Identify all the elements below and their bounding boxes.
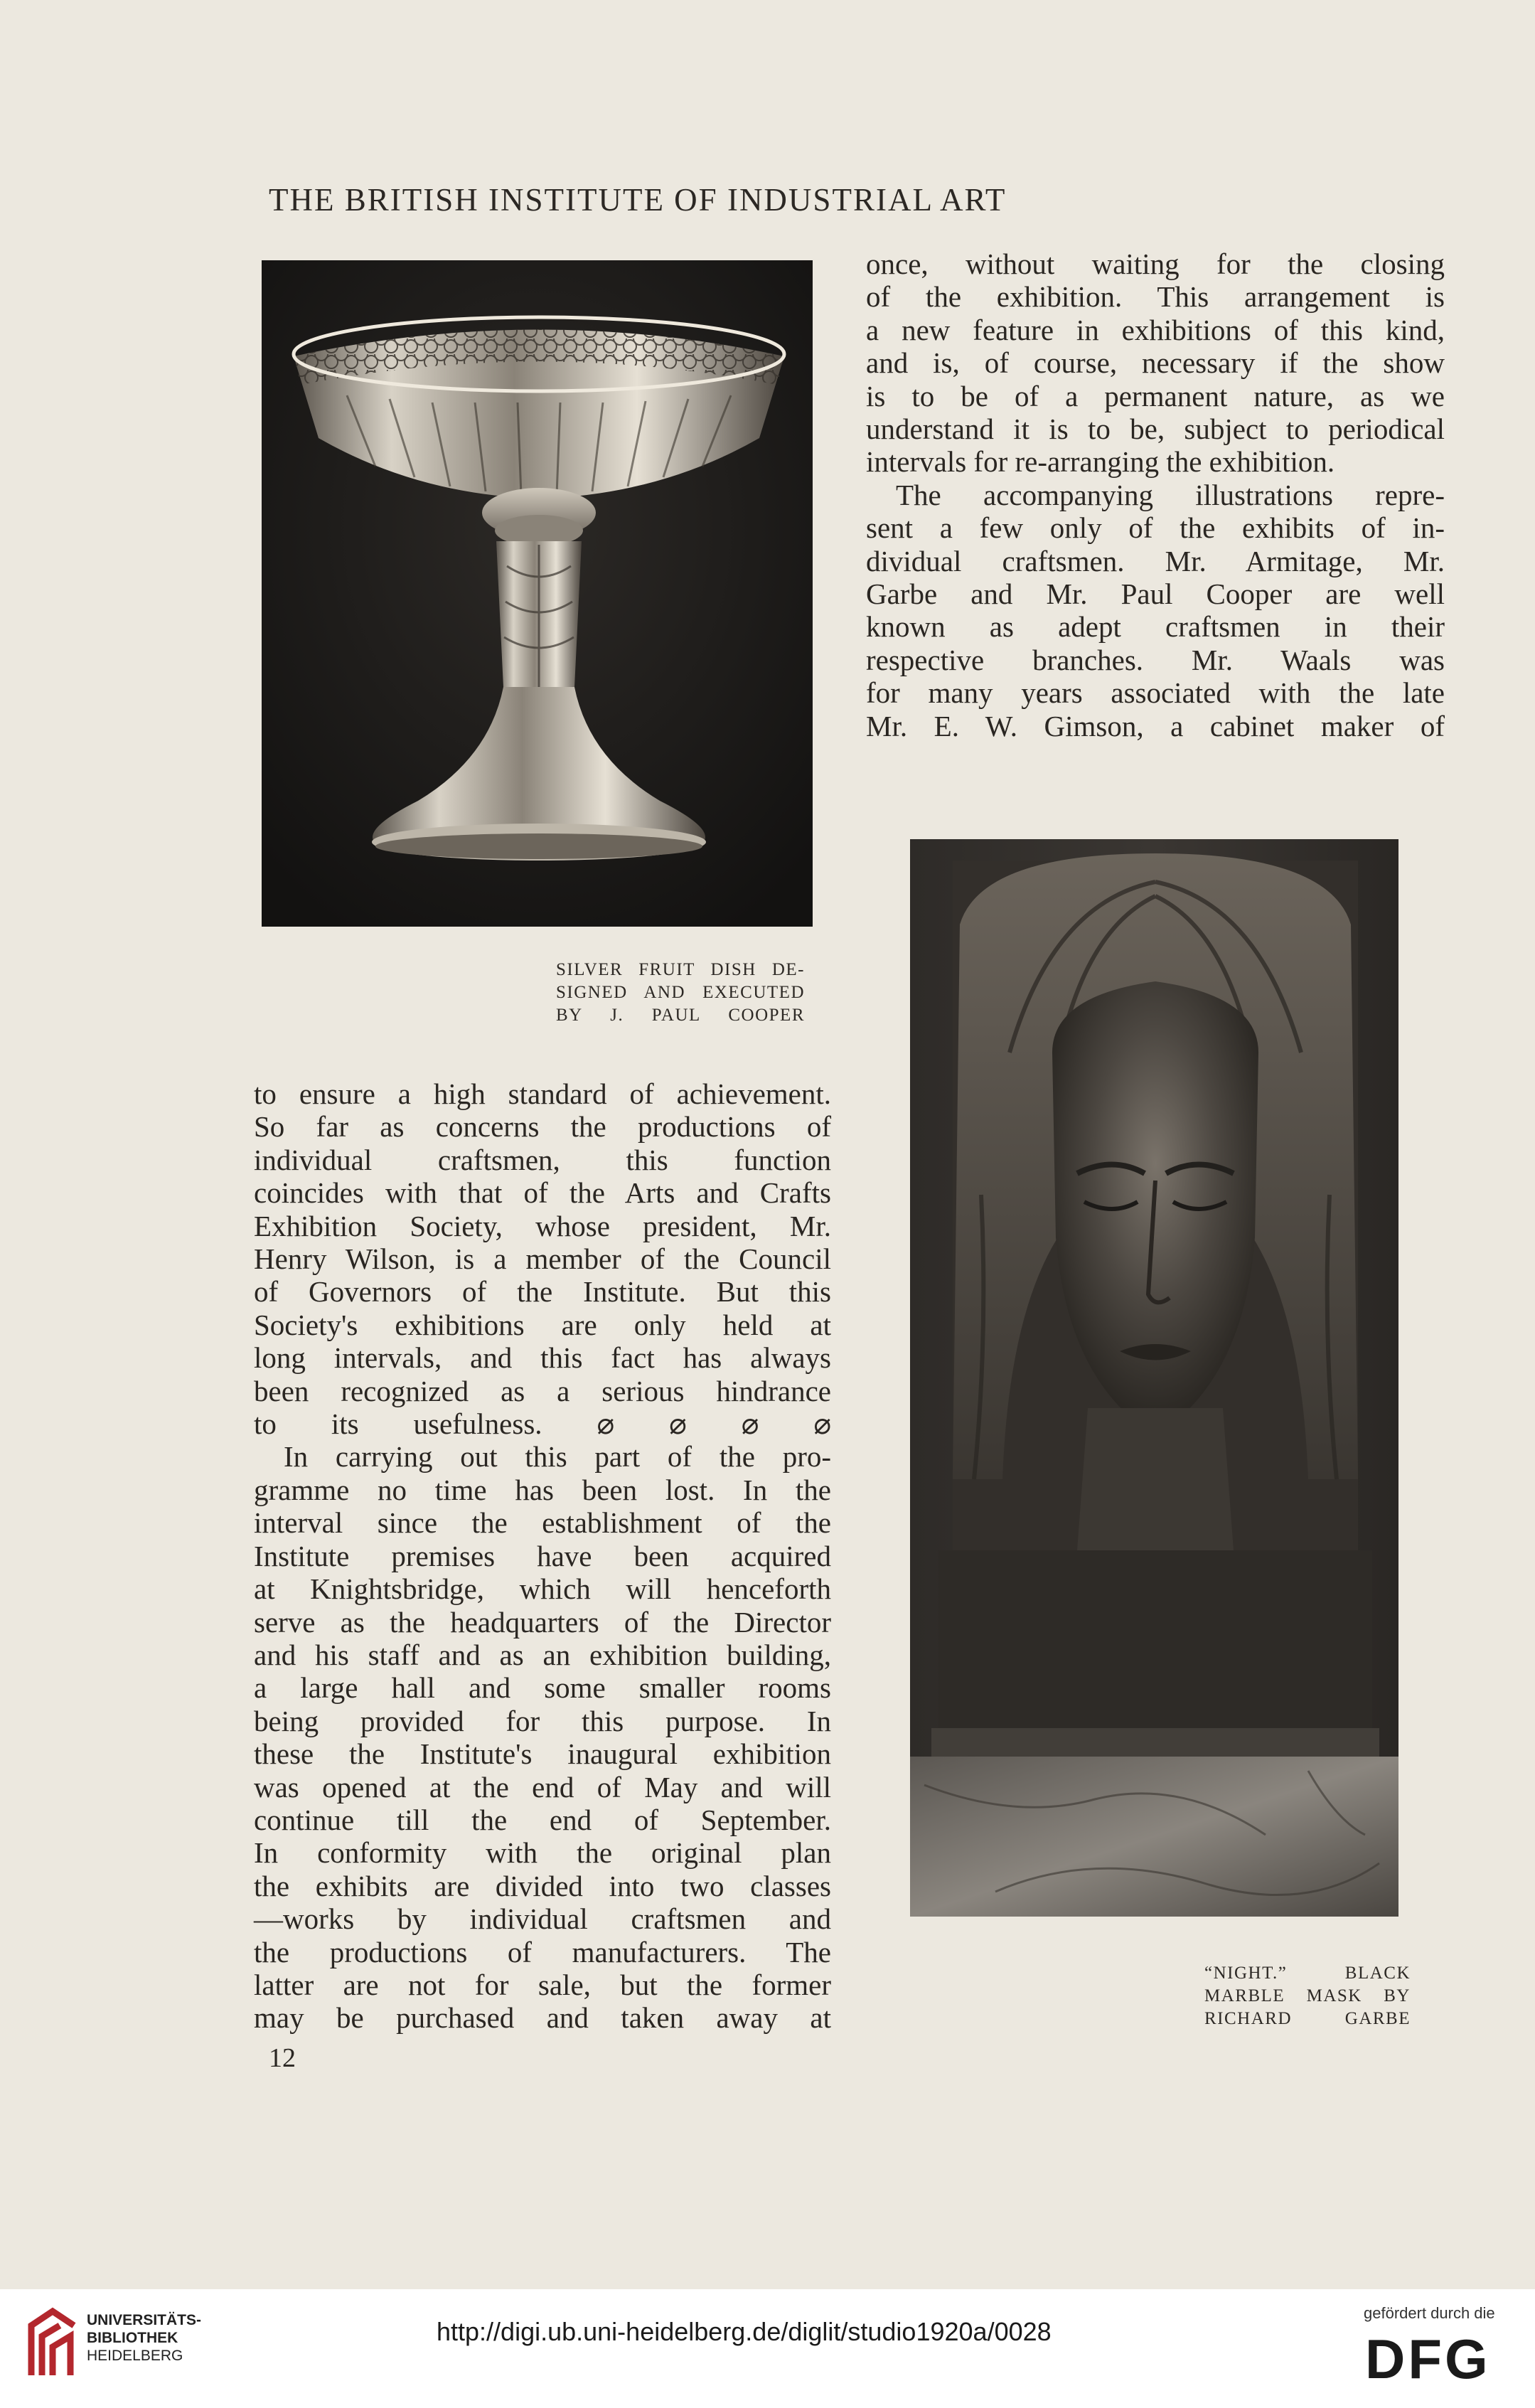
- text-line: respective branches. Mr. Waals was: [866, 643, 1445, 676]
- text-line: Mr. E. W. Gimson, a cabinet maker of: [866, 709, 1445, 742]
- text-line: at Knightsbridge, which will henceforth: [254, 1572, 831, 1606]
- text-line: is to be of a permanent nature, as we: [866, 379, 1445, 412]
- paragraph: [254, 1440, 831, 2034]
- text-line: for many years associated with the late: [866, 676, 1445, 710]
- text-line: a new feature in exhibitions of this kind,: [866, 313, 1445, 346]
- text-line: been recognized as a serious hindrance: [254, 1374, 831, 1407]
- library-line: UNIVERSITÄTS-: [87, 2312, 202, 2328]
- text-line: individual craftsmen, this function: [254, 1143, 831, 1176]
- text-line: In carrying out this part of the pro-: [284, 1440, 831, 1474]
- text-line: the exhibits are divided into two classes: [254, 1869, 831, 1902]
- paragraph: [254, 1077, 831, 1440]
- text-line: dividual craftsmen. Mr. Armitage, Mr.: [866, 544, 1445, 577]
- text-line: known as adept craftsmen in their: [866, 610, 1445, 644]
- text-line: gramme no time has been lost. In the: [254, 1473, 831, 1506]
- text-line: latter are not for sale, but the former: [254, 1968, 831, 2001]
- dfg-logo[interactable]: DFG: [1365, 2328, 1491, 2390]
- caption-line: SILVER FRUIT DISH DE-: [556, 960, 805, 979]
- text-line: understand it is to be, subject to periodical: [866, 412, 1445, 446]
- text-line: serve as the headquarters of the Director: [254, 1605, 831, 1639]
- text-line: a large hall and some smaller rooms: [254, 1671, 831, 1705]
- text-line: and is, of course, necessary if the show: [866, 346, 1445, 380]
- text-line: —works by individual craftsmen and: [254, 1902, 831, 1936]
- text-line: Institute premises have been acquired: [254, 1539, 831, 1572]
- footer-bar: [0, 2289, 1535, 2408]
- library-name: [87, 2311, 201, 2365]
- paragraph: [866, 247, 1445, 479]
- dish-caption: [556, 959, 805, 1027]
- night-marble-mask-image: [910, 839, 1398, 1917]
- page-number: 12: [269, 2043, 296, 2073]
- paragraph: [866, 479, 1445, 742]
- running-title: THE BRITISH INSTITUTE OF INDUSTRIAL ART: [269, 182, 1007, 218]
- ub-heidelberg-logo-icon: [17, 2304, 81, 2381]
- text-line: sent a few only of the exhibits of in-: [866, 511, 1445, 545]
- text-line: may be purchased and taken away at: [254, 2001, 831, 2035]
- silver-fruit-dish-photo: [262, 260, 813, 927]
- text-line: to ensure a high standard of achievement.: [254, 1077, 831, 1110]
- text-line: Society's exhibitions are only held at: [254, 1308, 831, 1341]
- text-line: of the exhibition. This arrangement is: [866, 280, 1445, 314]
- caption-line: SIGNED AND EXECUTED: [556, 983, 805, 1002]
- text-line: being provided for this purpose. In: [254, 1704, 831, 1737]
- text-line: So far as concerns the productions of: [254, 1110, 831, 1144]
- caption-line: “NIGHT.” BLACK: [1204, 1964, 1411, 1983]
- mask-caption: [1204, 1962, 1411, 2030]
- text-line: to its usefulness. ⌀ ⌀ ⌀ ⌀: [254, 1407, 831, 1441]
- text-line: and his staff and as an exhibition building,: [254, 1638, 831, 1671]
- right-column-text: [866, 247, 1445, 742]
- text-line: interval since the establishment of the: [254, 1506, 831, 1540]
- text-line: long intervals, and this fact has always: [254, 1341, 831, 1375]
- text-line: once, without waiting for the closing: [866, 247, 1445, 280]
- text-line: of Governors of the Institute. But this: [254, 1275, 831, 1309]
- text-line: continue till the end of September.: [254, 1803, 831, 1836]
- text-line: intervals for re-arranging the exhibition.: [866, 445, 1335, 479]
- text-line: the productions of manufacturers. The: [254, 1935, 831, 1969]
- silver-fruit-dish-image: [262, 260, 813, 927]
- text-line: The accompanying illustrations repre-: [896, 478, 1445, 511]
- text-line: was opened at the end of May and will: [254, 1770, 831, 1804]
- left-column-text: [254, 1077, 831, 2035]
- text-line: Henry Wilson, is a member of the Council: [254, 1242, 831, 1276]
- ub-heidelberg-logo[interactable]: [17, 2304, 81, 2381]
- text-line: Garbe and Mr. Paul Cooper are well: [866, 577, 1445, 611]
- funding-text: gefördert durch die: [1364, 2304, 1495, 2322]
- text-line: Exhibition Society, whose president, Mr.: [254, 1209, 831, 1242]
- caption-line: MARBLE MASK BY: [1204, 1986, 1411, 2005]
- night-marble-mask-photo: [910, 839, 1398, 1917]
- text-line: In conformity with the original plan: [254, 1836, 831, 1870]
- library-line: BIBLIOTHEK: [87, 2330, 178, 2346]
- source-url-link[interactable]: http://digi.ub.uni-heidelberg.de/diglit/studio1920a/0028: [437, 2317, 1052, 2346]
- text-line: coincides with that of the Arts and Crafts: [254, 1176, 831, 1210]
- text-line: these the Institute's inaugural exhibition: [254, 1737, 831, 1771]
- caption-line: RICHARD GARBE: [1204, 2009, 1411, 2028]
- library-line: HEIDELBERG: [87, 2348, 183, 2364]
- caption-line: BY J. PAUL COOPER: [556, 1006, 805, 1025]
